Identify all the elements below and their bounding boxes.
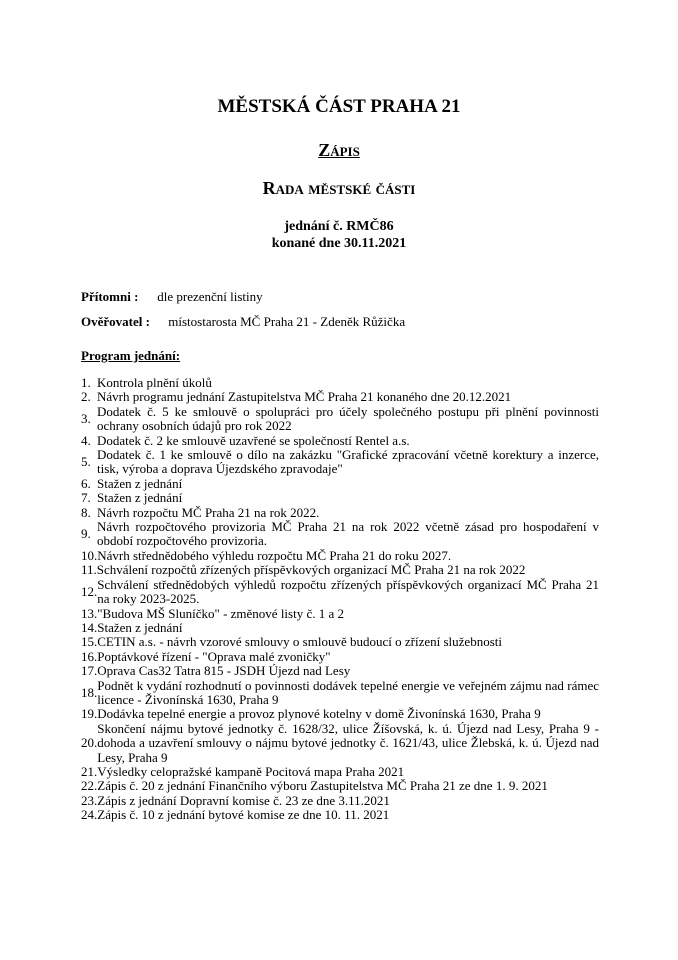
program-item-number: 23. <box>81 792 98 808</box>
program-item-text: Výsledky celopražské kampaně Pocitová mapa Praha 2021 <box>97 763 405 779</box>
program-item-text: Návrh programu jednání Zastupitelstva MČ Praha 21 konaného dne 20.12.2021 <box>97 389 512 405</box>
program-item <box>81 405 599 434</box>
program-item-text: Dodávka tepelné energie a provoz plynové kotelny v domě Živonínská 1630, Praha 9 <box>97 706 541 722</box>
program-item-text: Skončení nájmu bytové jednotky č. 1628/32, ulice Žíšovská, k. ú. Újezd nad Lesy, Praha 9 - dohoda a uzavření smlouvy o nájmu bytové jednotky č. 1621/43, ulice Žlebská, k. ú. Újezd nad Lesy, Praha 9 <box>97 720 599 765</box>
meeting-date: konané dne 30.11.2021 <box>271 236 407 251</box>
program-item-number: 6. <box>81 475 91 491</box>
program-item-text: Kontrola plnění úkolů <box>97 375 212 390</box>
program-item-number: 14. <box>81 619 98 635</box>
program-item <box>81 707 599 721</box>
program-item <box>81 664 599 678</box>
program-item-number: 11. <box>81 562 97 578</box>
program-item <box>81 722 599 765</box>
present-value: dle prezenční listiny <box>157 289 263 304</box>
program-item-number: 16. <box>81 648 98 664</box>
program-item-number: 24. <box>81 807 98 823</box>
verifier-label: Ověřovatel : <box>81 314 150 329</box>
program-item-number: 4. <box>81 432 91 448</box>
program-item-number: 17. <box>81 663 98 679</box>
program-item-text: Dodatek č. 5 ke smlouvě o spolupráci pro účely společného postupu při plnění povinnosti ochrany osobních údajů pro rok 2022 <box>97 403 599 434</box>
verifier-value: místostarosta MČ Praha 21 - Zdeněk Růžička <box>168 314 406 329</box>
program-item <box>81 390 599 404</box>
program-item-text: Zápis č. 10 z jednání bytové komise ze dne 10. 11. 2021 <box>97 807 390 823</box>
program-item <box>81 808 599 822</box>
program-item-text: Stažen z jednání <box>97 619 183 635</box>
program-item-number: 5. <box>81 454 91 470</box>
program-item-text: "Budova MŠ Sluníčko" - změnové listy č. 1 a 2 <box>97 605 345 621</box>
program-item-text: Schválení střednědobých výhledů rozpočtu zřízených příspěvkových organizací MČ Praha 21 na roky 2023-2025. <box>97 576 599 607</box>
program-item-number: 10. <box>81 547 98 563</box>
program-item-text: Podnět k vydání rozhodnutí o povinnosti dodávek tepelné energie ve veřejném zájmu nad rámec licence - Živonínská 1630, Praha 9 <box>97 677 599 707</box>
program-item-text: Návrh střednědobého výhledu rozpočtu MČ Praha 21 do roku 2027. <box>97 547 452 563</box>
program-item-number: 13. <box>81 605 98 621</box>
meeting-number: jednání č. RMČ86 <box>284 219 394 234</box>
program-item-number: 22. <box>81 778 98 794</box>
verifier-row <box>81 314 405 330</box>
program-item-text: Návrh rozpočtu MČ Praha 21 na rok 2022. <box>97 504 320 520</box>
program-item <box>81 607 599 621</box>
program-item-text: Zápis z jednání Dopravní komise č. 23 ze dne 3.11.2021 <box>97 792 390 808</box>
program-item <box>81 621 599 635</box>
meeting-info <box>0 218 678 252</box>
program-item-text: Stažen z jednání <box>97 490 183 506</box>
program-item-number: 21. <box>81 763 98 779</box>
program-item-number: 7. <box>81 490 91 506</box>
document-type-text: Zápis <box>318 140 360 160</box>
program-item <box>81 376 599 390</box>
program-item <box>81 765 599 779</box>
program-item-text: Dodatek č. 1 ke smlouvě o dílo na zakázku "Grafické zpracování včetně korektury a inzerce, tisk, výroba a doprava Újezdského zpravodaje" <box>97 447 599 477</box>
program-item-number: 12. <box>81 583 98 599</box>
program-item <box>81 549 599 563</box>
program-item-text: CETIN a.s. - návrh vzorové smlouvy o smlouvě budoucí o zřízení služebnosti <box>97 634 502 650</box>
program-item-number: 8. <box>81 504 91 520</box>
program-title: Program jednání: <box>81 348 181 363</box>
program-item-text: Oprava Cas32 Tatra 815 - JSDH Újezd nad Lesy <box>97 663 351 679</box>
program-item-text: Návrh rozpočtového provizoria MČ Praha 21 na rok 2022 včetně zásad pro hospodaření v období rozpočtového provizoria. <box>97 519 599 549</box>
program-item-number: 18. <box>81 684 98 700</box>
program-item <box>81 563 599 577</box>
program-item-text: Poptávkové řízení - "Oprava malé zvoničky" <box>97 648 331 664</box>
program-item <box>81 477 599 491</box>
program-item-number: 20. <box>81 735 98 751</box>
program-item-number: 15. <box>81 634 98 650</box>
council-name <box>0 178 678 199</box>
program-item <box>81 794 599 808</box>
program-item <box>81 650 599 664</box>
program-item <box>81 635 599 649</box>
program-item-number: 2. <box>81 389 91 405</box>
program-item-text: Dodatek č. 2 ke smlouvě uzavřené se společností Rentel a.s. <box>97 432 410 448</box>
program-item-text: Zápis č. 20 z jednání Finančního výboru Zastupitelstva MČ Praha 21 ze dne 1. 9. 2021 <box>97 778 548 794</box>
program-item <box>81 506 599 520</box>
document-type <box>0 140 678 161</box>
document-title: MĚSTSKÁ ČÁST PRAHA 21 <box>217 96 461 117</box>
present-label: Přítomni : <box>81 289 139 304</box>
program-item-number: 9. <box>81 526 91 542</box>
program-item <box>81 434 599 448</box>
program-list <box>81 376 599 823</box>
program-item-number: 3. <box>81 411 91 427</box>
present-row <box>81 289 263 305</box>
program-item <box>81 578 599 607</box>
program-item-text: Stažen z jednání <box>97 475 183 491</box>
program-item-number: 1. <box>81 375 91 390</box>
program-item <box>81 779 599 793</box>
council-name-text: Rada městské části <box>262 178 416 198</box>
program-item-text: Schválení rozpočtů zřízených příspěvkových organizací MČ Praha 21 na rok 2022 <box>96 562 526 578</box>
program-item <box>81 679 599 708</box>
program-item-number: 19. <box>81 706 98 722</box>
program-item <box>81 491 599 505</box>
program-item <box>81 448 599 477</box>
program-item <box>81 520 599 549</box>
